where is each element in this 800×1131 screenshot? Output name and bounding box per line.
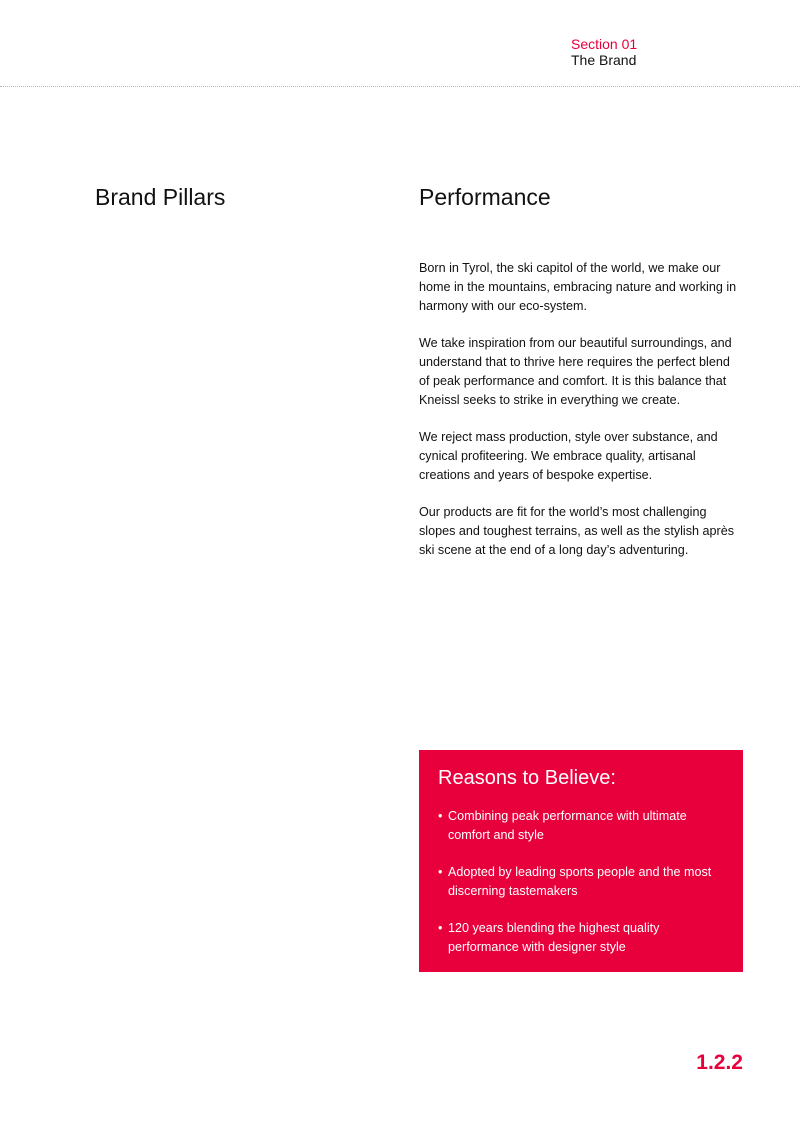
- section-name: The Brand: [571, 52, 637, 68]
- section-number: Section 01: [571, 36, 638, 52]
- page-title: Brand Pillars: [95, 184, 226, 210]
- bullet-icon: •: [438, 809, 443, 823]
- reasons-title: Reasons to Believe:: [438, 767, 616, 789]
- reasons-list: [438, 807, 724, 957]
- pillar-title: Performance: [419, 184, 551, 210]
- list-item: [438, 863, 724, 901]
- bullet-icon: •: [438, 865, 443, 879]
- page-number: 1.2.2: [696, 1051, 743, 1074]
- section-header: [571, 36, 637, 68]
- bullet-icon: •: [438, 921, 443, 935]
- list-item: [438, 807, 724, 845]
- body-paragraph: Born in Tyrol, the ski capitol of the world, we make our home in the mountains, embracing nature and working in harmony with our eco-system.: [419, 261, 737, 313]
- body-paragraph: We take inspiration from our beautiful surroundings, and understand that to thrive here requires the perfect blend of peak performance and comfort. It is this balance that Kneissl seeks to strike in everything we create.: [419, 336, 732, 407]
- reason-text: Combining peak performance with ultimate comfort and style: [448, 809, 687, 842]
- list-item: [438, 919, 724, 957]
- body-paragraph: We reject mass production, style over substance, and cynical profiteering. We embrace quality, artisanal creations and years of bespoke expertise.: [419, 430, 718, 482]
- body-paragraph: Our products are fit for the world’s most challenging slopes and toughest terrains, as well as the stylish après ski scene at the end of a long day’s adventuring.: [419, 505, 735, 557]
- reasons-to-believe-box: [419, 750, 743, 972]
- pillar-body: [419, 259, 743, 578]
- reason-text: 120 years blending the highest quality performance with designer style: [448, 921, 660, 954]
- header-divider: [0, 86, 800, 87]
- reason-text: Adopted by leading sports people and the most discerning tastemakers: [448, 865, 712, 898]
